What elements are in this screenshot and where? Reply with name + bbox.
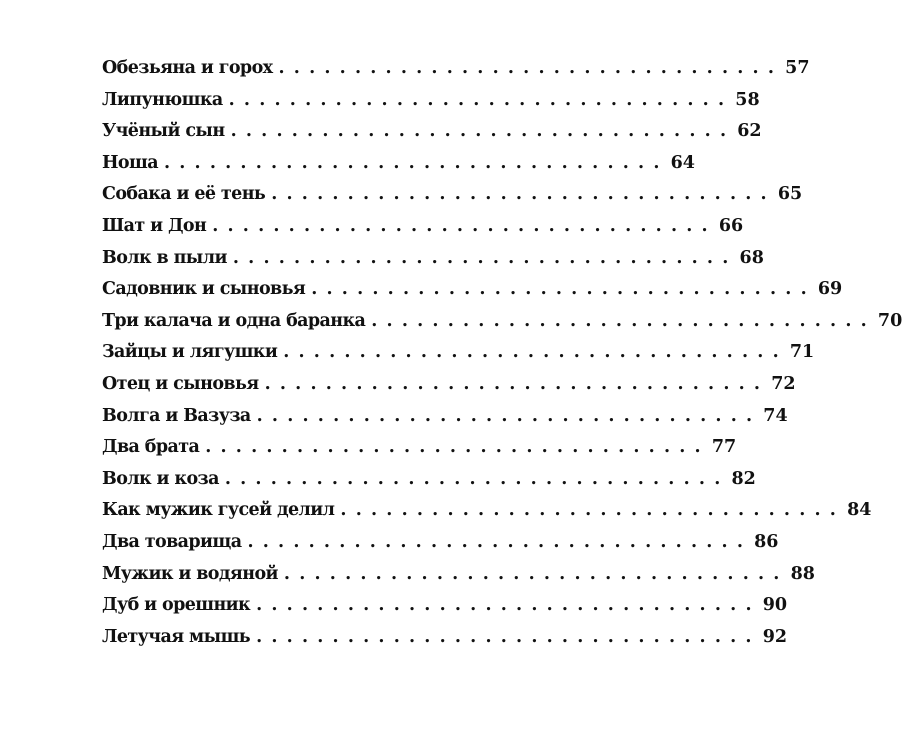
dot-leader: ................................. xyxy=(264,373,770,394)
toc-entry-title: Как мужик гусей делил xyxy=(102,500,335,521)
dot-leader: ................................. xyxy=(271,184,776,205)
toc-entry xyxy=(102,279,843,311)
toc-entry xyxy=(102,437,737,469)
toc-entry xyxy=(102,121,762,153)
toc-entry xyxy=(102,152,695,185)
toc-entry xyxy=(102,89,760,122)
toc-entry-page-number: 74 xyxy=(763,405,788,426)
toc-entry-page-number: 84 xyxy=(847,500,872,521)
toc-entry-page-number: 90 xyxy=(762,595,788,616)
toc-entry xyxy=(102,563,815,596)
toc-entry-page-number: 58 xyxy=(735,89,760,110)
toc-entry xyxy=(102,342,815,374)
toc-entry xyxy=(102,58,810,90)
toc-entry-page-number: 92 xyxy=(762,626,788,647)
toc-entry xyxy=(102,373,796,406)
toc-entry-title: Собака и её тень xyxy=(102,184,266,205)
toc-entry xyxy=(102,595,788,627)
dot-leader: ................................. xyxy=(311,279,816,300)
toc-entry xyxy=(102,405,788,438)
dot-leader: ................................. xyxy=(228,89,734,110)
toc-entry-title: Шат и Дон xyxy=(102,215,207,236)
toc-entry-page-number: 62 xyxy=(737,121,762,142)
dot-leader: ................................. xyxy=(256,405,762,426)
dot-leader: ................................. xyxy=(371,310,876,331)
toc-entry xyxy=(102,626,788,659)
dot-leader: ................................. xyxy=(212,215,717,236)
toc-entry-page-number: 69 xyxy=(817,279,843,300)
toc-entry xyxy=(102,215,744,248)
toc-entry-title: Зайцы и лягушки xyxy=(102,342,278,363)
toc-entry-page-number: 77 xyxy=(711,437,737,458)
dot-leader: ................................. xyxy=(283,563,789,584)
dot-leader: ................................. xyxy=(224,468,730,489)
toc-entry-page-number: 70 xyxy=(877,310,902,331)
toc-entry-page-number: 68 xyxy=(739,247,764,268)
toc-entry-title: Волга и Вазуза xyxy=(102,405,251,426)
dot-leader: ................................. xyxy=(340,500,846,521)
dot-leader: ................................. xyxy=(256,595,761,616)
dot-leader: ................................. xyxy=(256,626,761,647)
toc-entry-title: Мужик и водяной xyxy=(102,563,278,584)
toc-entry-page-number: 65 xyxy=(777,184,803,205)
toc-entry xyxy=(102,184,803,216)
toc-entry-page-number: 57 xyxy=(785,58,810,78)
dot-leader: ................................. xyxy=(247,531,753,552)
toc-entry xyxy=(102,310,902,343)
toc-entry xyxy=(102,468,756,501)
dot-leader: ................................. xyxy=(230,121,736,142)
toc-entry-page-number: 72 xyxy=(771,373,796,394)
toc-entry-title: Дуб и орешник xyxy=(102,595,251,616)
toc-entry xyxy=(102,500,872,532)
toc-entry-title: Липунюшка xyxy=(102,89,223,110)
toc-entry-page-number: 71 xyxy=(789,342,815,363)
dot-leader: ................................. xyxy=(232,247,738,268)
toc-entry-page-number: 66 xyxy=(718,215,744,236)
toc-entry-title: Три калача и одна баранка xyxy=(102,310,366,331)
dot-leader: ................................. xyxy=(278,58,784,78)
toc-entry-page-number: 88 xyxy=(790,563,815,584)
toc-entry-title: Обезьяна и горох xyxy=(102,58,273,78)
toc-entry-title: Два товарища xyxy=(102,531,242,552)
toc-entry-title: Ноша xyxy=(102,152,158,173)
toc-entry xyxy=(102,247,764,280)
toc-entry xyxy=(102,531,779,564)
toc-entry-title: Летучая мышь xyxy=(102,626,251,647)
table-of-contents xyxy=(102,58,902,658)
toc-entry-page-number: 86 xyxy=(754,531,779,552)
dot-leader: ................................. xyxy=(283,342,788,363)
toc-entry-title: Отец и сыновья xyxy=(102,373,259,394)
toc-entry-title: Два брата xyxy=(102,437,200,458)
toc-entry-title: Учёный сын xyxy=(102,121,225,142)
toc-entry-page-number: 82 xyxy=(731,468,756,489)
dot-leader: ................................. xyxy=(205,437,710,458)
toc-entry-title: Садовник и сыновья xyxy=(102,279,306,300)
toc-entry-page-number: 64 xyxy=(670,152,695,173)
toc-entry-title: Волк и коза xyxy=(102,468,219,489)
dot-leader: ................................. xyxy=(163,152,669,173)
toc-entry-title: Волк в пыли xyxy=(102,247,227,268)
